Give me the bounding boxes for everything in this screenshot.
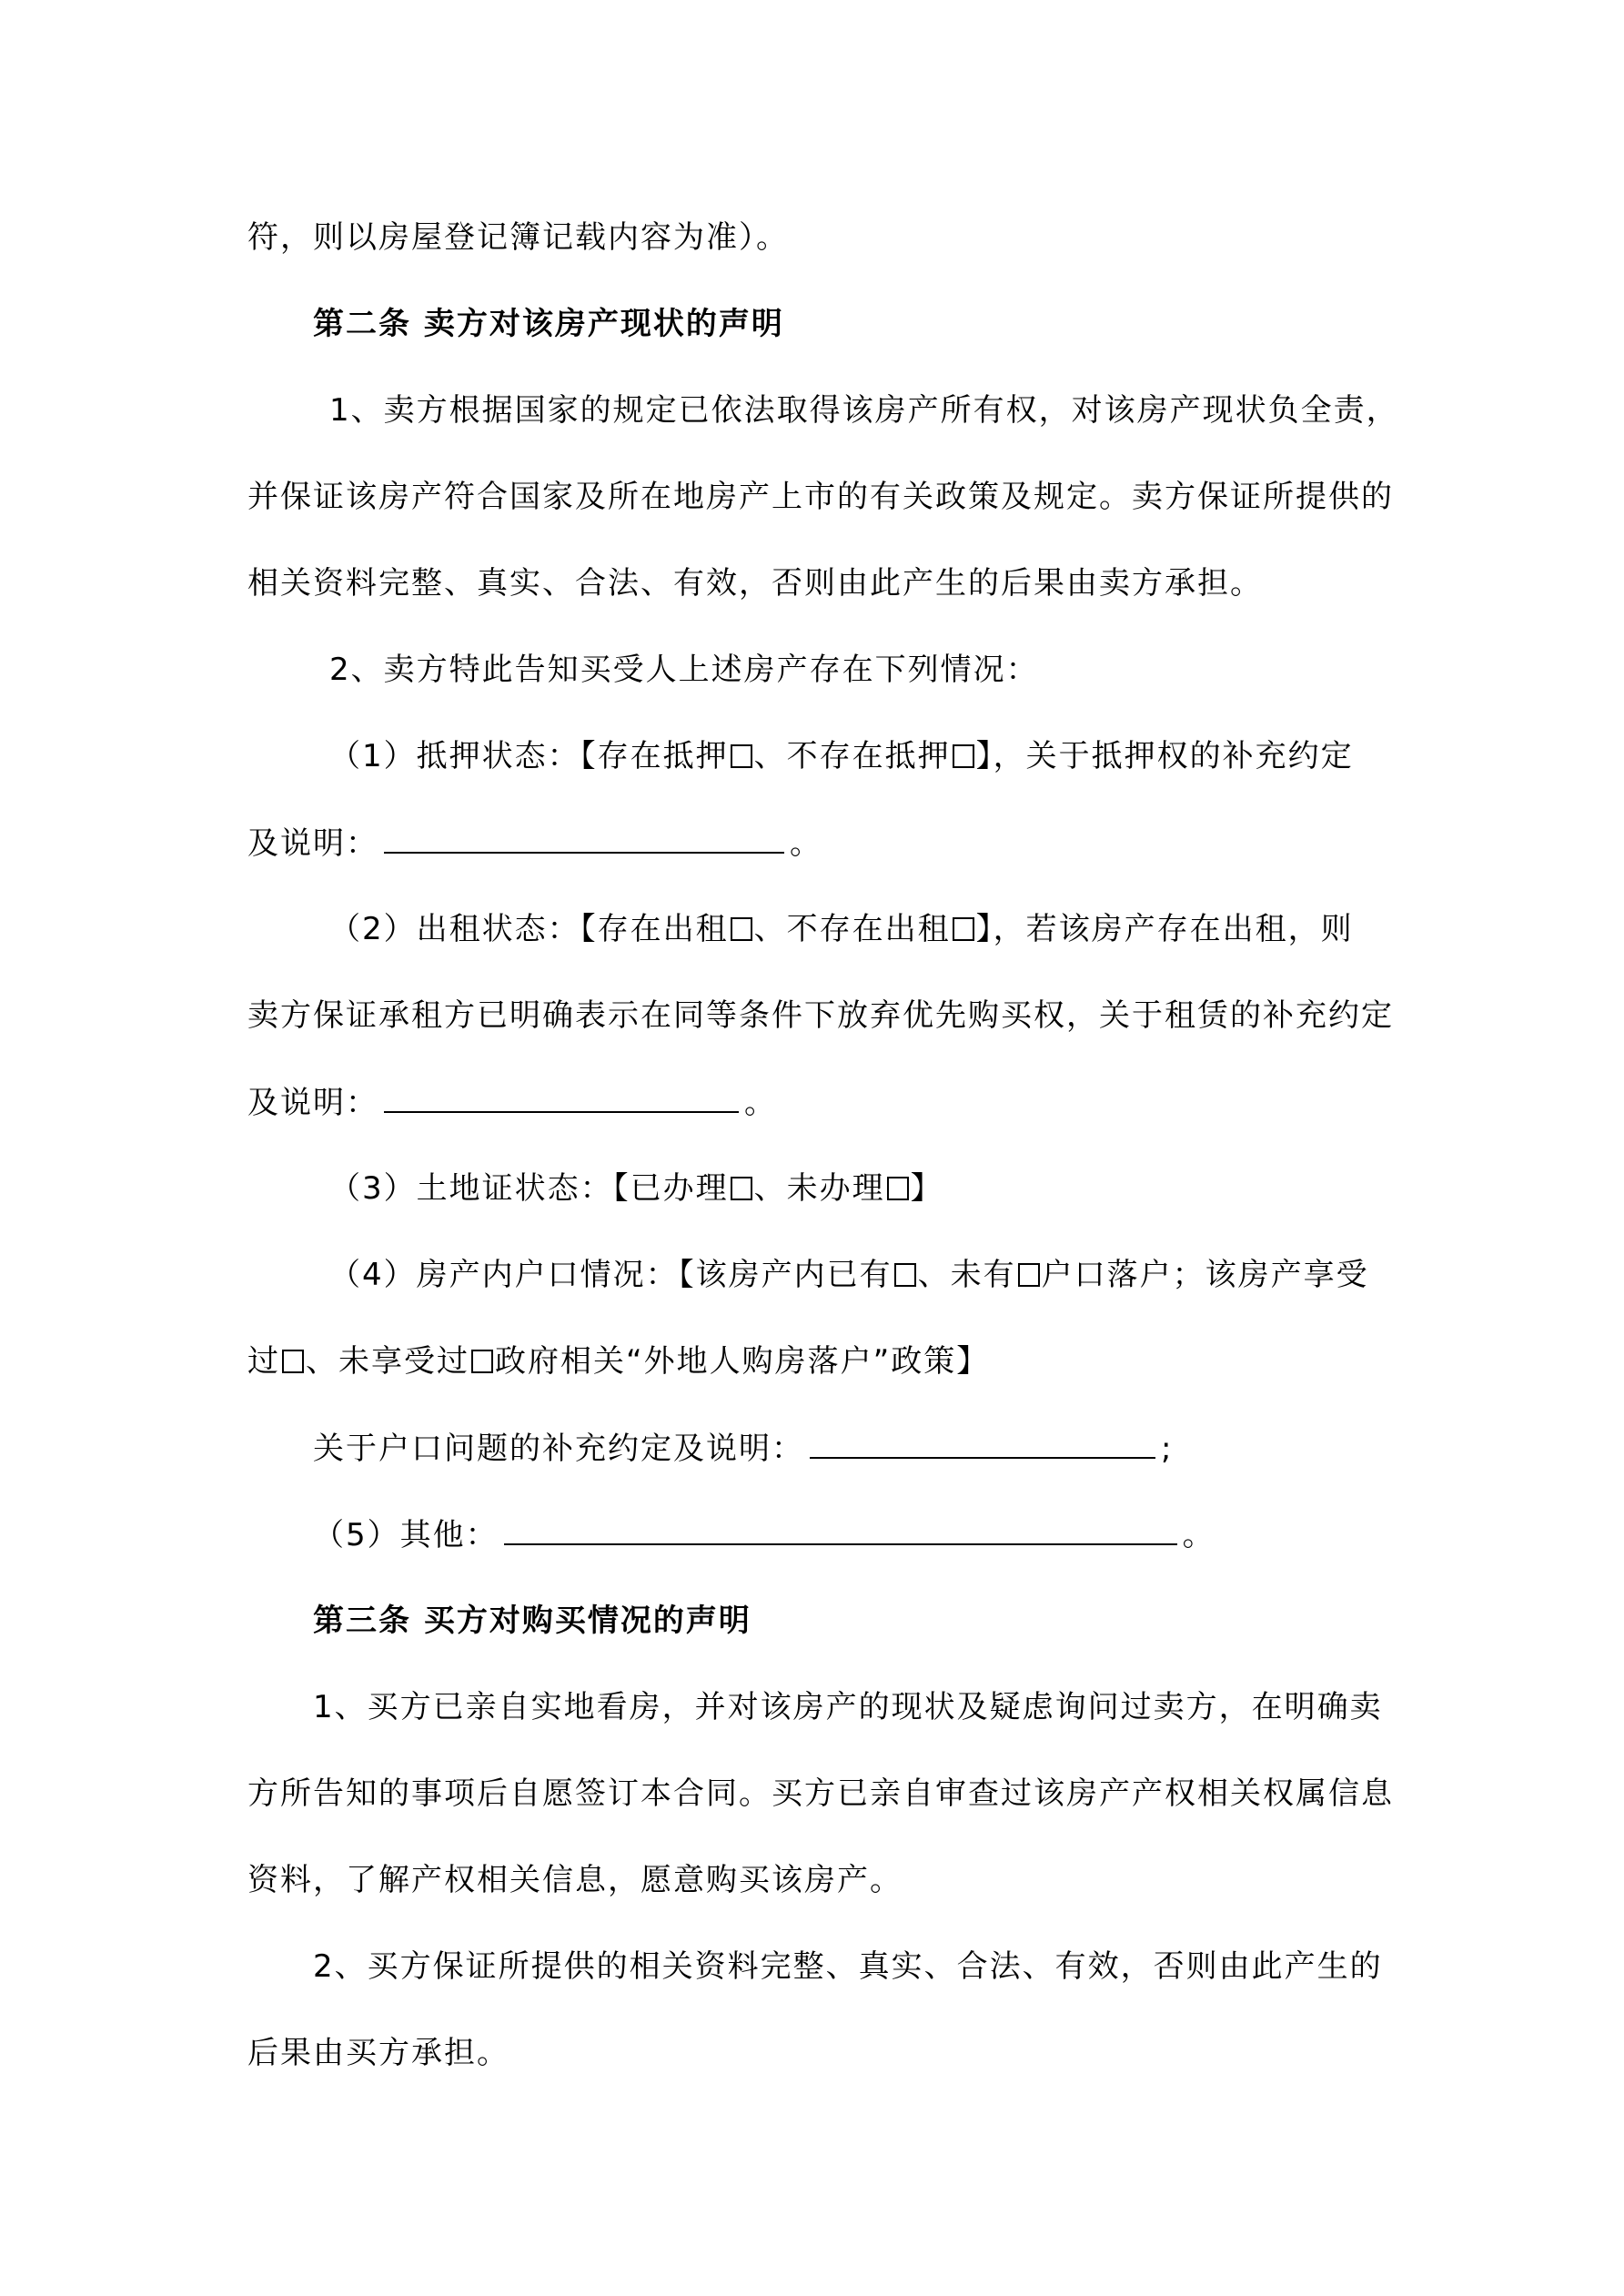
household-line — [329, 1253, 1369, 1297]
text: 及说明： — [247, 1085, 378, 1121]
checkbox-land-not-done[interactable] — [887, 1177, 909, 1200]
text: 方所告知的事项后自愿签订本合同。买方已亲自审查过该房产产权相关权属信息 — [247, 1775, 1394, 1812]
paragraph-line — [247, 1772, 1394, 1816]
checkbox-policy-enjoyed[interactable] — [282, 1350, 304, 1373]
mortgage-note-line — [247, 821, 822, 865]
rental-status-line — [329, 907, 1354, 951]
text: （4）房产内户口情况：【该房产内已有 — [329, 1257, 893, 1293]
text: 第二条 卖方对该房产现状的声明 — [313, 306, 784, 342]
paragraph-line — [313, 1945, 1383, 1988]
text: 、未享受过 — [306, 1343, 469, 1380]
mortgage-status-line — [329, 734, 1354, 778]
checkbox-rental-none[interactable] — [953, 917, 974, 941]
mortgage-note-field[interactable] — [384, 821, 784, 854]
text: （1）抵押状态：【存在抵押 — [329, 738, 729, 774]
checkbox-mortgage-none[interactable] — [953, 744, 974, 768]
text: 并保证该房产符合国家及所在地房产上市的有关政策及规定。卖方保证所提供的 — [247, 479, 1394, 515]
paragraph-line — [247, 994, 1394, 1037]
checkbox-household-yes[interactable] — [894, 1263, 916, 1287]
text: 及说明： — [247, 825, 378, 862]
household-note-line — [313, 1426, 1173, 1471]
text: 、未办理 — [753, 1170, 885, 1207]
text: 符，则以房屋登记簿记载内容为准）。 — [247, 219, 789, 256]
text: （2）出租状态：【存在出租 — [329, 911, 729, 947]
text: 关于户口问题的补充约定及说明： — [313, 1431, 804, 1467]
checkbox-rental-exists[interactable] — [731, 917, 752, 941]
paragraph-line — [247, 561, 1263, 605]
text: 。 — [790, 825, 822, 862]
rental-note-field[interactable] — [384, 1080, 739, 1113]
text: 相关资料完整、真实、合法、有效，否则由此产生的后果由卖方承担。 — [247, 565, 1263, 602]
text: 卖方保证承租方已明确表示在同等条件下放弃优先购买权，关于租赁的补充约定 — [247, 997, 1394, 1034]
text: 政府相关“外地人购房落户”政策】 — [495, 1343, 990, 1380]
household-policy-line — [247, 1340, 989, 1383]
text: 】，若该房产存在出租，则 — [975, 911, 1354, 947]
paragraph-line — [329, 389, 1399, 432]
text: 第三条 买方对购买情况的声明 — [313, 1603, 751, 1639]
text: 1、买方已亲自实地看房，并对该房产的现状及疑虑询问过卖方，在明确卖 — [313, 1689, 1383, 1725]
paragraph-line — [247, 216, 789, 259]
text: 2、卖方特此告知买受人上述房产存在下列情况： — [329, 652, 1039, 688]
text: 户口落户；该房产享受 — [1041, 1257, 1369, 1293]
text: （5）其他： — [313, 1517, 499, 1553]
text: 】，关于抵押权的补充约定 — [975, 738, 1354, 774]
text: 】 — [910, 1170, 943, 1207]
land-cert-line — [329, 1167, 943, 1210]
checkbox-household-no[interactable] — [1018, 1263, 1040, 1287]
rental-note-line — [247, 1080, 777, 1125]
household-note-field[interactable] — [810, 1426, 1155, 1459]
checkbox-policy-not-enjoyed[interactable] — [471, 1350, 493, 1373]
text: 、不存在出租 — [753, 911, 951, 947]
checkbox-land-done[interactable] — [731, 1177, 752, 1200]
text: 资料，了解产权相关信息，愿意购买该房产。 — [247, 1862, 903, 1898]
article-2-title — [313, 302, 784, 346]
paragraph-line — [313, 1685, 1383, 1729]
text: 2、买方保证所提供的相关资料完整、真实、合法、有效，否则由此产生的 — [313, 1948, 1383, 1985]
checkbox-mortgage-exists[interactable] — [731, 744, 752, 768]
paragraph-line — [329, 648, 1039, 692]
text: （3）土地证状态：【已办理 — [329, 1170, 729, 1207]
text: 、不存在抵押 — [753, 738, 951, 774]
paragraph-line — [247, 2031, 509, 2075]
other-field[interactable] — [504, 1512, 1177, 1545]
article-3-title — [313, 1599, 751, 1643]
text: 过 — [247, 1343, 280, 1380]
text: 后果由买方承担。 — [247, 2035, 509, 2071]
text: 。 — [1182, 1517, 1215, 1553]
text: ; — [1161, 1431, 1174, 1467]
paragraph-line — [247, 1858, 903, 1902]
text: 1、卖方根据国家的规定已依法取得该房产所有权，对该房产现状负全责， — [329, 392, 1399, 429]
text: 、未有 — [917, 1257, 1016, 1293]
paragraph-line — [247, 475, 1394, 519]
other-line — [313, 1512, 1215, 1557]
text: 。 — [744, 1085, 777, 1121]
